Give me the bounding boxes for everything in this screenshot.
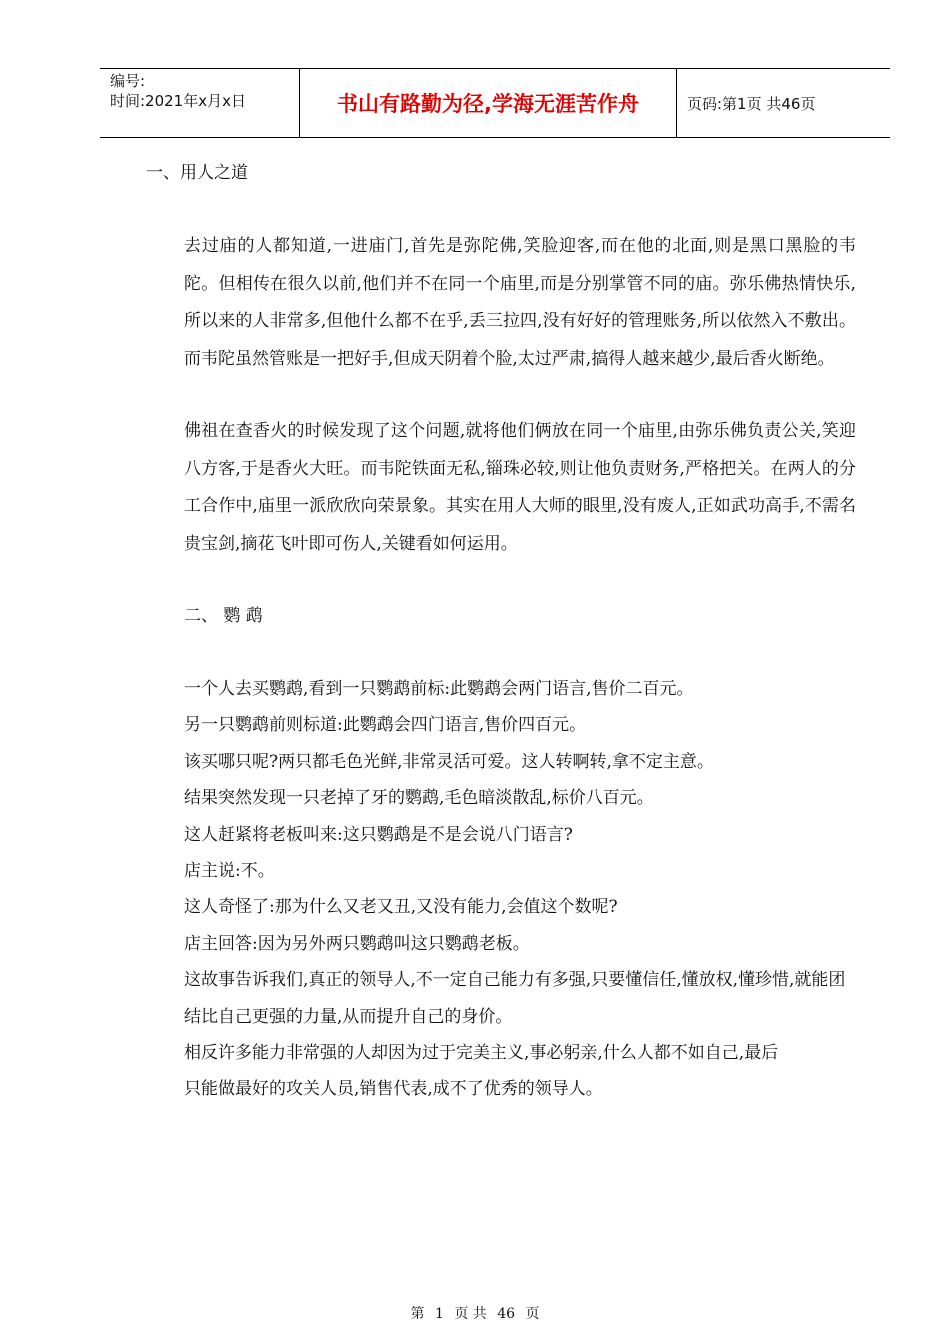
- header-motto: 书山有路勤为径,学海无涯苦作舟: [300, 69, 677, 137]
- footer-page-number: 1: [434, 1306, 444, 1322]
- document-body: [146, 155, 856, 1108]
- story-line: 一个人去买鹦鹉,看到一只鹦鹉前标:此鹦鹉会两门语言,售价二百元。: [184, 679, 694, 699]
- document-number-label: 编号:: [110, 72, 146, 90]
- header-page-info: 页码:第1页 共46页: [687, 94, 816, 113]
- footer-prefix: 第: [410, 1306, 425, 1322]
- section-1-title: 一、用人之道: [146, 163, 248, 183]
- story-line: 店主说:不。: [184, 861, 275, 882]
- section-1-paragraph-1: 去过庙的人都知道,一进庙门,首先是弥陀佛,笑脸迎客,而在他的北面,则是黑口黑脸的韦陀。但相传在很久以前,他们并不在同一个庙里,而是分别掌管不同的庙。弥乐佛热情快乐,所以来的人非常多,但他什么都不在乎,丢三拉四,没有好好的管理账务,所以依然入不敷出。而韦陀虽然管账是一把好手,但成天阴着个脸,太过严肃,搞得人越来越少,最后香火断绝。: [184, 236, 856, 369]
- story-line: 相反许多能力非常强的人却因为过于完美主义,事必躬亲,什么人都不如自己,最后: [184, 1043, 779, 1064]
- header-meta: [100, 69, 300, 137]
- document-time-label: 时间:2021年x月x日: [110, 92, 246, 110]
- page-header: [100, 68, 890, 138]
- footer-total-pages: 46: [497, 1306, 516, 1322]
- section-1-paragraph-2: 佛祖在查香火的时候发现了这个问题,就将他们俩放在同一个庙里,由弥乐佛负责公关,笑迎八方客,于是香火大旺。而韦陀铁面无私,锱珠必较,则让他负责财务,严格把关。在两人的分工合作中,庙里一派欣欣向荣景象。其实在用人大师的眼里,没有废人,正如武功高手,不需名贵宝剑,摘花飞叶即可伤人,关键看如何运用。: [184, 421, 856, 554]
- story-line: 结果突然发现一只老掉了牙的鹦鹉,毛色暗淡散乱,标价八百元。: [184, 788, 654, 809]
- story-line: 这人赶紧将老板叫来:这只鹦鹉是不是会说八门语言?: [184, 824, 573, 845]
- footer-mid: 页 共: [454, 1306, 487, 1322]
- story-line: 这人奇怪了:那为什么又老又丑,又没有能力,会值这个数呢?: [184, 897, 618, 918]
- footer-suffix: 页: [525, 1306, 540, 1322]
- story-line: 另一只鹦鹉前则标道:此鹦鹉会四门语言,售价四百元。: [184, 715, 587, 736]
- story-line: 该买哪只呢?两只都毛色光鲜,非常灵活可爱。这人转啊转,拿不定主意。: [184, 751, 714, 772]
- section-2-title: 二、 鹦 鹉: [184, 606, 263, 626]
- story-line: 店主回答:因为另外两只鹦鹉叫这只鹦鹉老板。: [184, 933, 530, 954]
- story-line: 这故事告诉我们,真正的领导人,不一定自己能力有多强,只要懂信任,懂放权,懂珍惜,就能团结比自己更强的力量,从而提升自己的身价。: [184, 970, 846, 1027]
- page-footer: [0, 1303, 950, 1323]
- story-line: 只能做最好的攻关人员,销售代表,成不了优秀的领导人。: [184, 1079, 603, 1100]
